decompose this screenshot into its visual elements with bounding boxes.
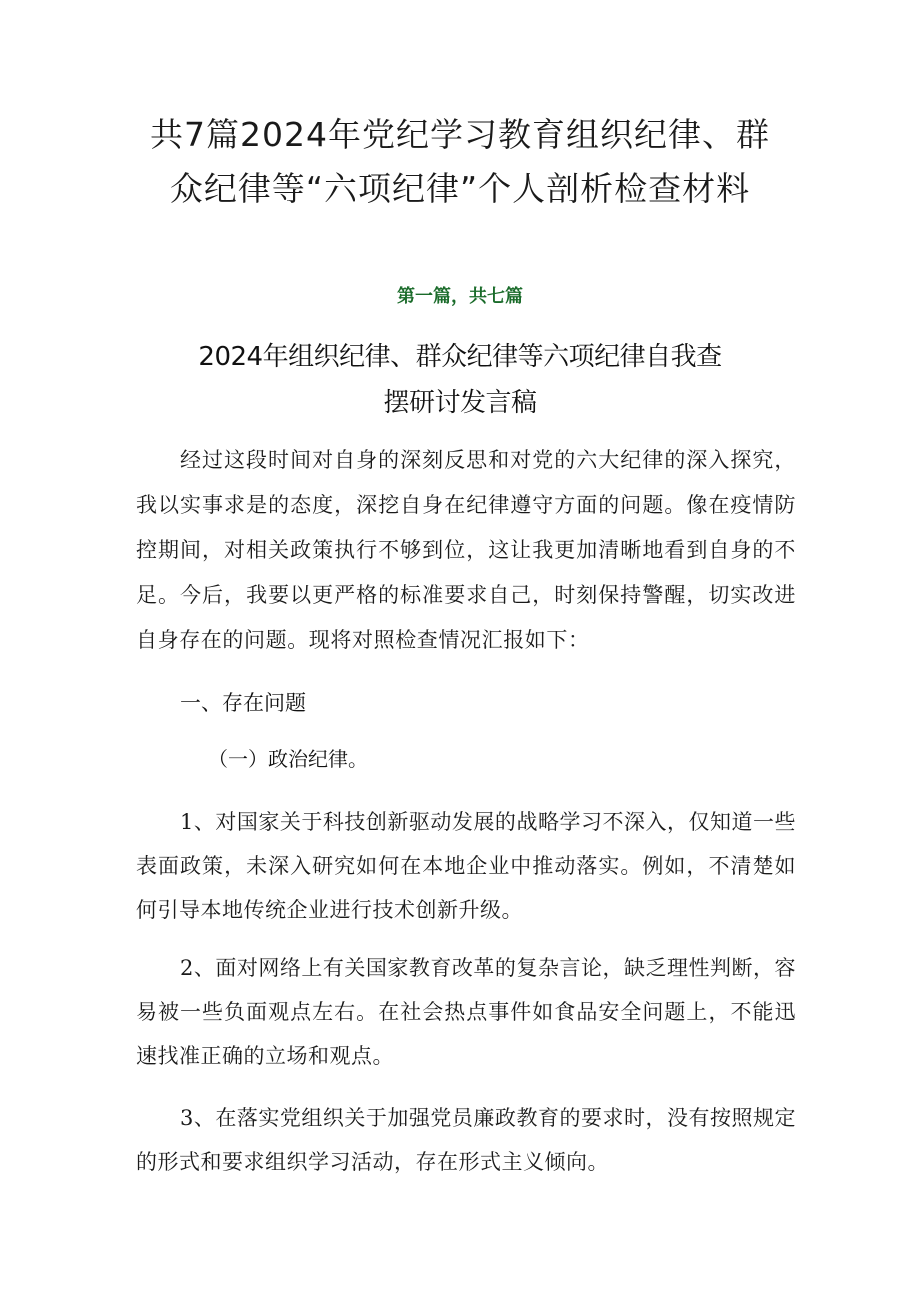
list-item: 1、对国家关于科技创新驱动发展的战略学习不深入，仅知道一些表面政策，未深入研究如何在本地企业中推动落实。例如，不清楚如何引导本地传统企业进行技术创新升级。 [136,810,796,922]
list-item: 2、面对网络上有关国家教育改革的复杂言论，缺乏理性判断，容易被一些负面观点左右。在社会热点事件如食品安全问题上，不能迅速找准正确的立场和观点。 [136,956,796,1068]
sub-heading: （一）政治纪律。 [208,747,368,771]
article-subtitle-line-2: 摆研讨发言稿 [383,388,537,418]
list-item: 3、在落实党组织关于加强党员廉政教育的要求时，没有按照规定的形式和要求组织学习活动，存在形式主义倾向。 [136,1106,796,1174]
document-title-line-1: 共7篇2024年党纪学习教育组织纪律、群 [150,115,770,154]
document-title [60,108,860,216]
document-title-line-2: 众纪律等“六项纪律”个人剖析检查材料 [169,169,751,208]
article-subtitle [80,334,840,426]
section-heading: 一、存在问题 [180,691,306,715]
part-label: 第一篇，共七篇 [397,286,523,307]
intro-paragraph: 经过这段时间对自身的深刻反思和对党的六大纪律的深入探究，我以实事求是的态度，深挖自身在纪律遵守方面的问题。像在疫情防控期间，对相关政策执行不够到位，这让我更加清晰地看到自身的不足。今后，我要以更严格的标准要求自己，时刻保持警醒，切实改进自身存在的问题。现将对照检查情况汇报如下： [136,448,796,652]
article-subtitle-line-1: 2024年组织纪律、群众纪律等六项纪律自我查 [198,342,722,372]
